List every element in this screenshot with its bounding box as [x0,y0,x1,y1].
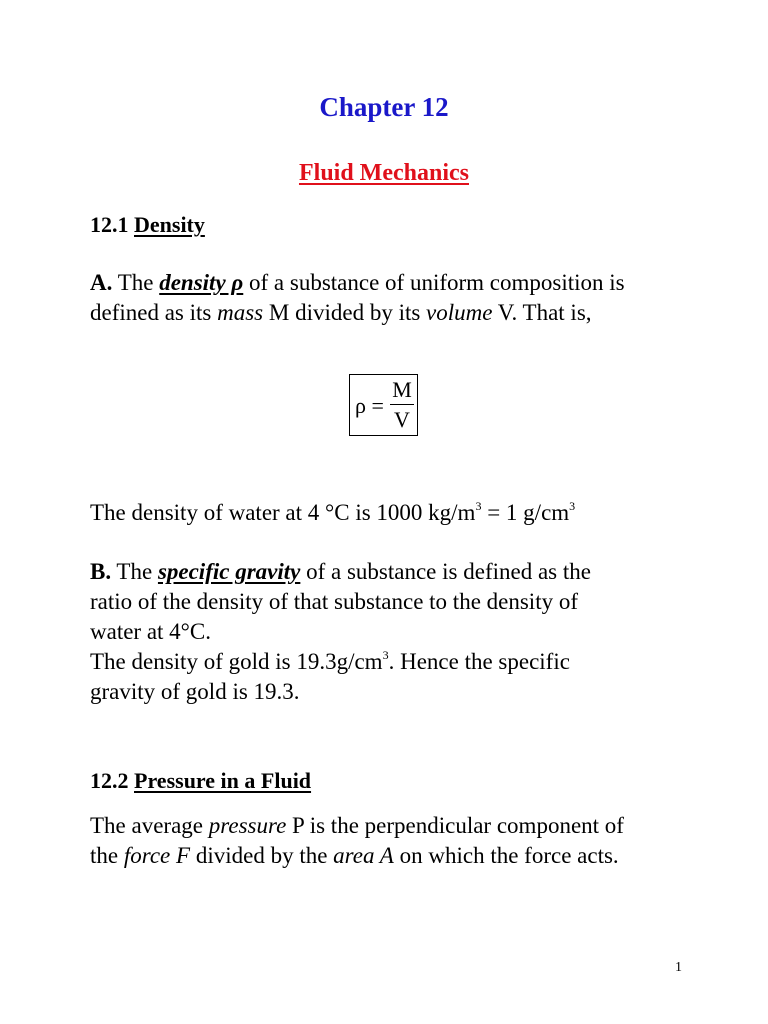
text-run: V. That is, [492,300,592,325]
text-run: of a substance of uniform composition is [243,270,625,295]
section-number: 12.1 [90,212,129,237]
section-title: Pressure in a Fluid [134,768,312,793]
term-mass: mass [217,300,264,325]
formula-fraction [390,377,414,434]
chapter-title: Chapter 12 [319,92,449,122]
paragraph-label: A. [90,270,113,295]
text-run: The average [90,813,209,838]
term-volume: volume [426,300,493,325]
text-run: = 1 g/cm [481,500,570,525]
formula-numerator: M [392,377,412,402]
density-formula-box [349,374,418,436]
text-run: divided by the [190,843,334,868]
page-number: 1 [675,960,682,975]
text-line: gravity of gold is 19.3. [90,679,300,704]
text-run: The density of water at 4 °C is 1000 kg/m [90,500,476,525]
superscript: 3 [475,499,482,513]
term-area: area A [333,843,394,868]
section-heading-density [90,212,205,238]
term-pressure: pressure [208,813,287,838]
formula-denominator: V [394,407,410,432]
paragraph-label: B. [90,559,112,584]
paragraph-water-density [90,498,690,528]
chapter-subtitle: Fluid Mechanics [298,160,469,186]
text-line: water at 4°C. [90,619,211,644]
text-run: The [112,270,160,295]
term-force: force F [123,843,191,868]
text-run: The density of gold is 19.3g/cm [90,649,383,674]
text-run: The [111,559,158,584]
section-heading-pressure [90,768,311,794]
superscript: 3 [382,648,389,662]
fraction-bar [390,404,414,405]
text-run: . Hence the specific [388,649,570,674]
paragraph-pressure-definition [90,811,690,871]
section-title: Density [134,212,205,237]
paragraph-density-definition [90,268,690,328]
text-run: on which the force acts. [393,843,619,868]
paragraph-specific-gravity [90,557,690,707]
text-line: ratio of the density of that substance to the density of [90,589,578,614]
term-specific-gravity: specific gravity [157,559,301,584]
formula-lhs: ρ = [355,393,384,418]
section-number: 12.2 [90,768,129,793]
term-density: density ρ [159,270,244,295]
text-run: the [90,843,124,868]
text-run: defined as its [90,300,218,325]
superscript: 3 [569,499,576,513]
text-run: M divided by its [263,300,427,325]
text-run: of a substance is defined as the [300,559,591,584]
text-run: P is the perpendicular component of [286,813,624,838]
